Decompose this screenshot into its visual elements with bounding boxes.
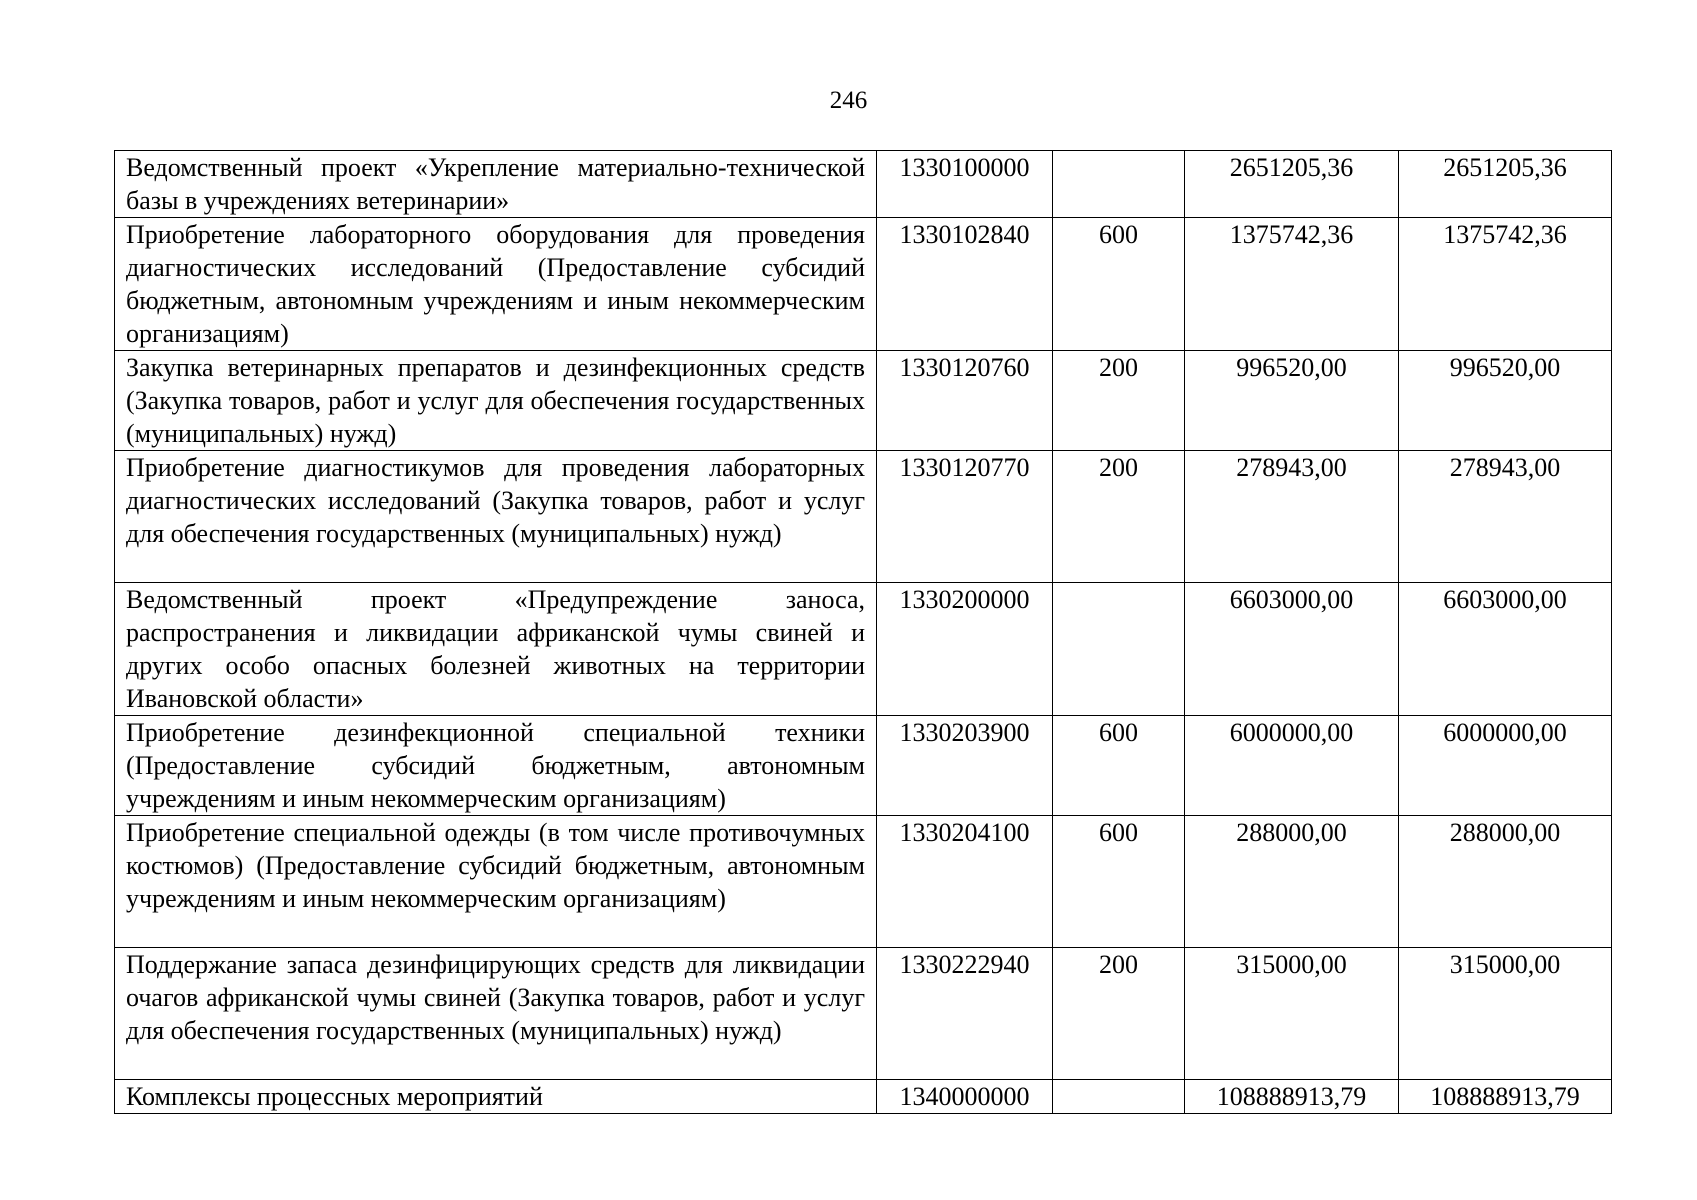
row-name: Закупка ветеринарных препаратов и дезинфекционных средств (Закупка товаров, работ и услуг для обеспечения государственных (муниципальных) нужд) [115, 351, 877, 451]
table-row [115, 451, 1612, 583]
row-code: 1330100000 [877, 151, 1053, 218]
row-name: Приобретение диагностикумов для проведения лабораторных диагностических исследований (Закупка товаров, работ и услуг для обеспечения государственных (муниципальных) нужд) [115, 451, 877, 583]
row-expense-type: 600 [1053, 816, 1185, 948]
table-row [115, 716, 1612, 816]
row-sum-1: 6000000,00 [1185, 716, 1399, 816]
row-sum-1: 2651205,36 [1185, 151, 1399, 218]
row-name: Приобретение дезинфекционной специальной техники (Предоставление субсидий бюджетным, автономным учреждениям и иным некоммерческим организациям) [115, 716, 877, 816]
row-code: 1330222940 [877, 948, 1053, 1080]
row-sum-2: 1375742,36 [1399, 218, 1612, 351]
row-code: 1340000000 [877, 1080, 1053, 1114]
table-row [115, 816, 1612, 948]
row-name: Поддержание запаса дезинфицирующих средств для ликвидации очагов африканской чумы свиней (Закупка товаров, работ и услуг для обеспечения государственных (муниципальных) нужд) [115, 948, 877, 1080]
budget-table [114, 150, 1612, 1114]
row-sum-1: 1375742,36 [1185, 218, 1399, 351]
row-name: Приобретение лабораторного оборудования для проведения диагностических исследований (Предоставление субсидий бюджетным, автономным учреждениям и иным некоммерческим организациям) [115, 218, 877, 351]
row-sum-2: 278943,00 [1399, 451, 1612, 583]
row-sum-1: 996520,00 [1185, 351, 1399, 451]
row-name: Ведомственный проект «Предупреждение заноса, распространения и ликвидации африканской чумы свиней и других особо опасных болезней животных на территории Ивановской области» [115, 583, 877, 716]
table-row [115, 1080, 1612, 1114]
table-row [115, 218, 1612, 351]
row-expense-type: 600 [1053, 218, 1185, 351]
table-row [115, 151, 1612, 218]
table-row [115, 351, 1612, 451]
row-expense-type: 200 [1053, 948, 1185, 1080]
row-sum-2: 996520,00 [1399, 351, 1612, 451]
row-code: 1330102840 [877, 218, 1053, 351]
table-row [115, 948, 1612, 1080]
row-expense-type [1053, 151, 1185, 218]
row-code: 1330200000 [877, 583, 1053, 716]
row-name: Комплексы процессных мероприятий [115, 1080, 877, 1114]
row-code: 1330203900 [877, 716, 1053, 816]
row-name: Приобретение специальной одежды (в том числе противочумных костюмов) (Предоставление субсидий бюджетным, автономным учреждениям и иным некоммерческим организациям) [115, 816, 877, 948]
page-number: 246 [829, 87, 868, 114]
row-expense-type [1053, 1080, 1185, 1114]
row-code: 1330204100 [877, 816, 1053, 948]
row-sum-2: 315000,00 [1399, 948, 1612, 1080]
row-sum-1: 288000,00 [1185, 816, 1399, 948]
row-sum-2: 6603000,00 [1399, 583, 1612, 716]
row-expense-type: 600 [1053, 716, 1185, 816]
row-expense-type: 200 [1053, 451, 1185, 583]
row-sum-1: 278943,00 [1185, 451, 1399, 583]
table-row [115, 583, 1612, 716]
row-name: Ведомственный проект «Укрепление материально-технической базы в учреждениях ветеринарии» [115, 151, 877, 218]
row-code: 1330120770 [877, 451, 1053, 583]
row-sum-2: 2651205,36 [1399, 151, 1612, 218]
row-code: 1330120760 [877, 351, 1053, 451]
row-sum-1: 315000,00 [1185, 948, 1399, 1080]
row-expense-type: 200 [1053, 351, 1185, 451]
row-expense-type [1053, 583, 1185, 716]
row-sum-2: 288000,00 [1399, 816, 1612, 948]
row-sum-2: 108888913,79 [1399, 1080, 1612, 1114]
row-sum-1: 108888913,79 [1185, 1080, 1399, 1114]
row-sum-2: 6000000,00 [1399, 716, 1612, 816]
row-sum-1: 6603000,00 [1185, 583, 1399, 716]
